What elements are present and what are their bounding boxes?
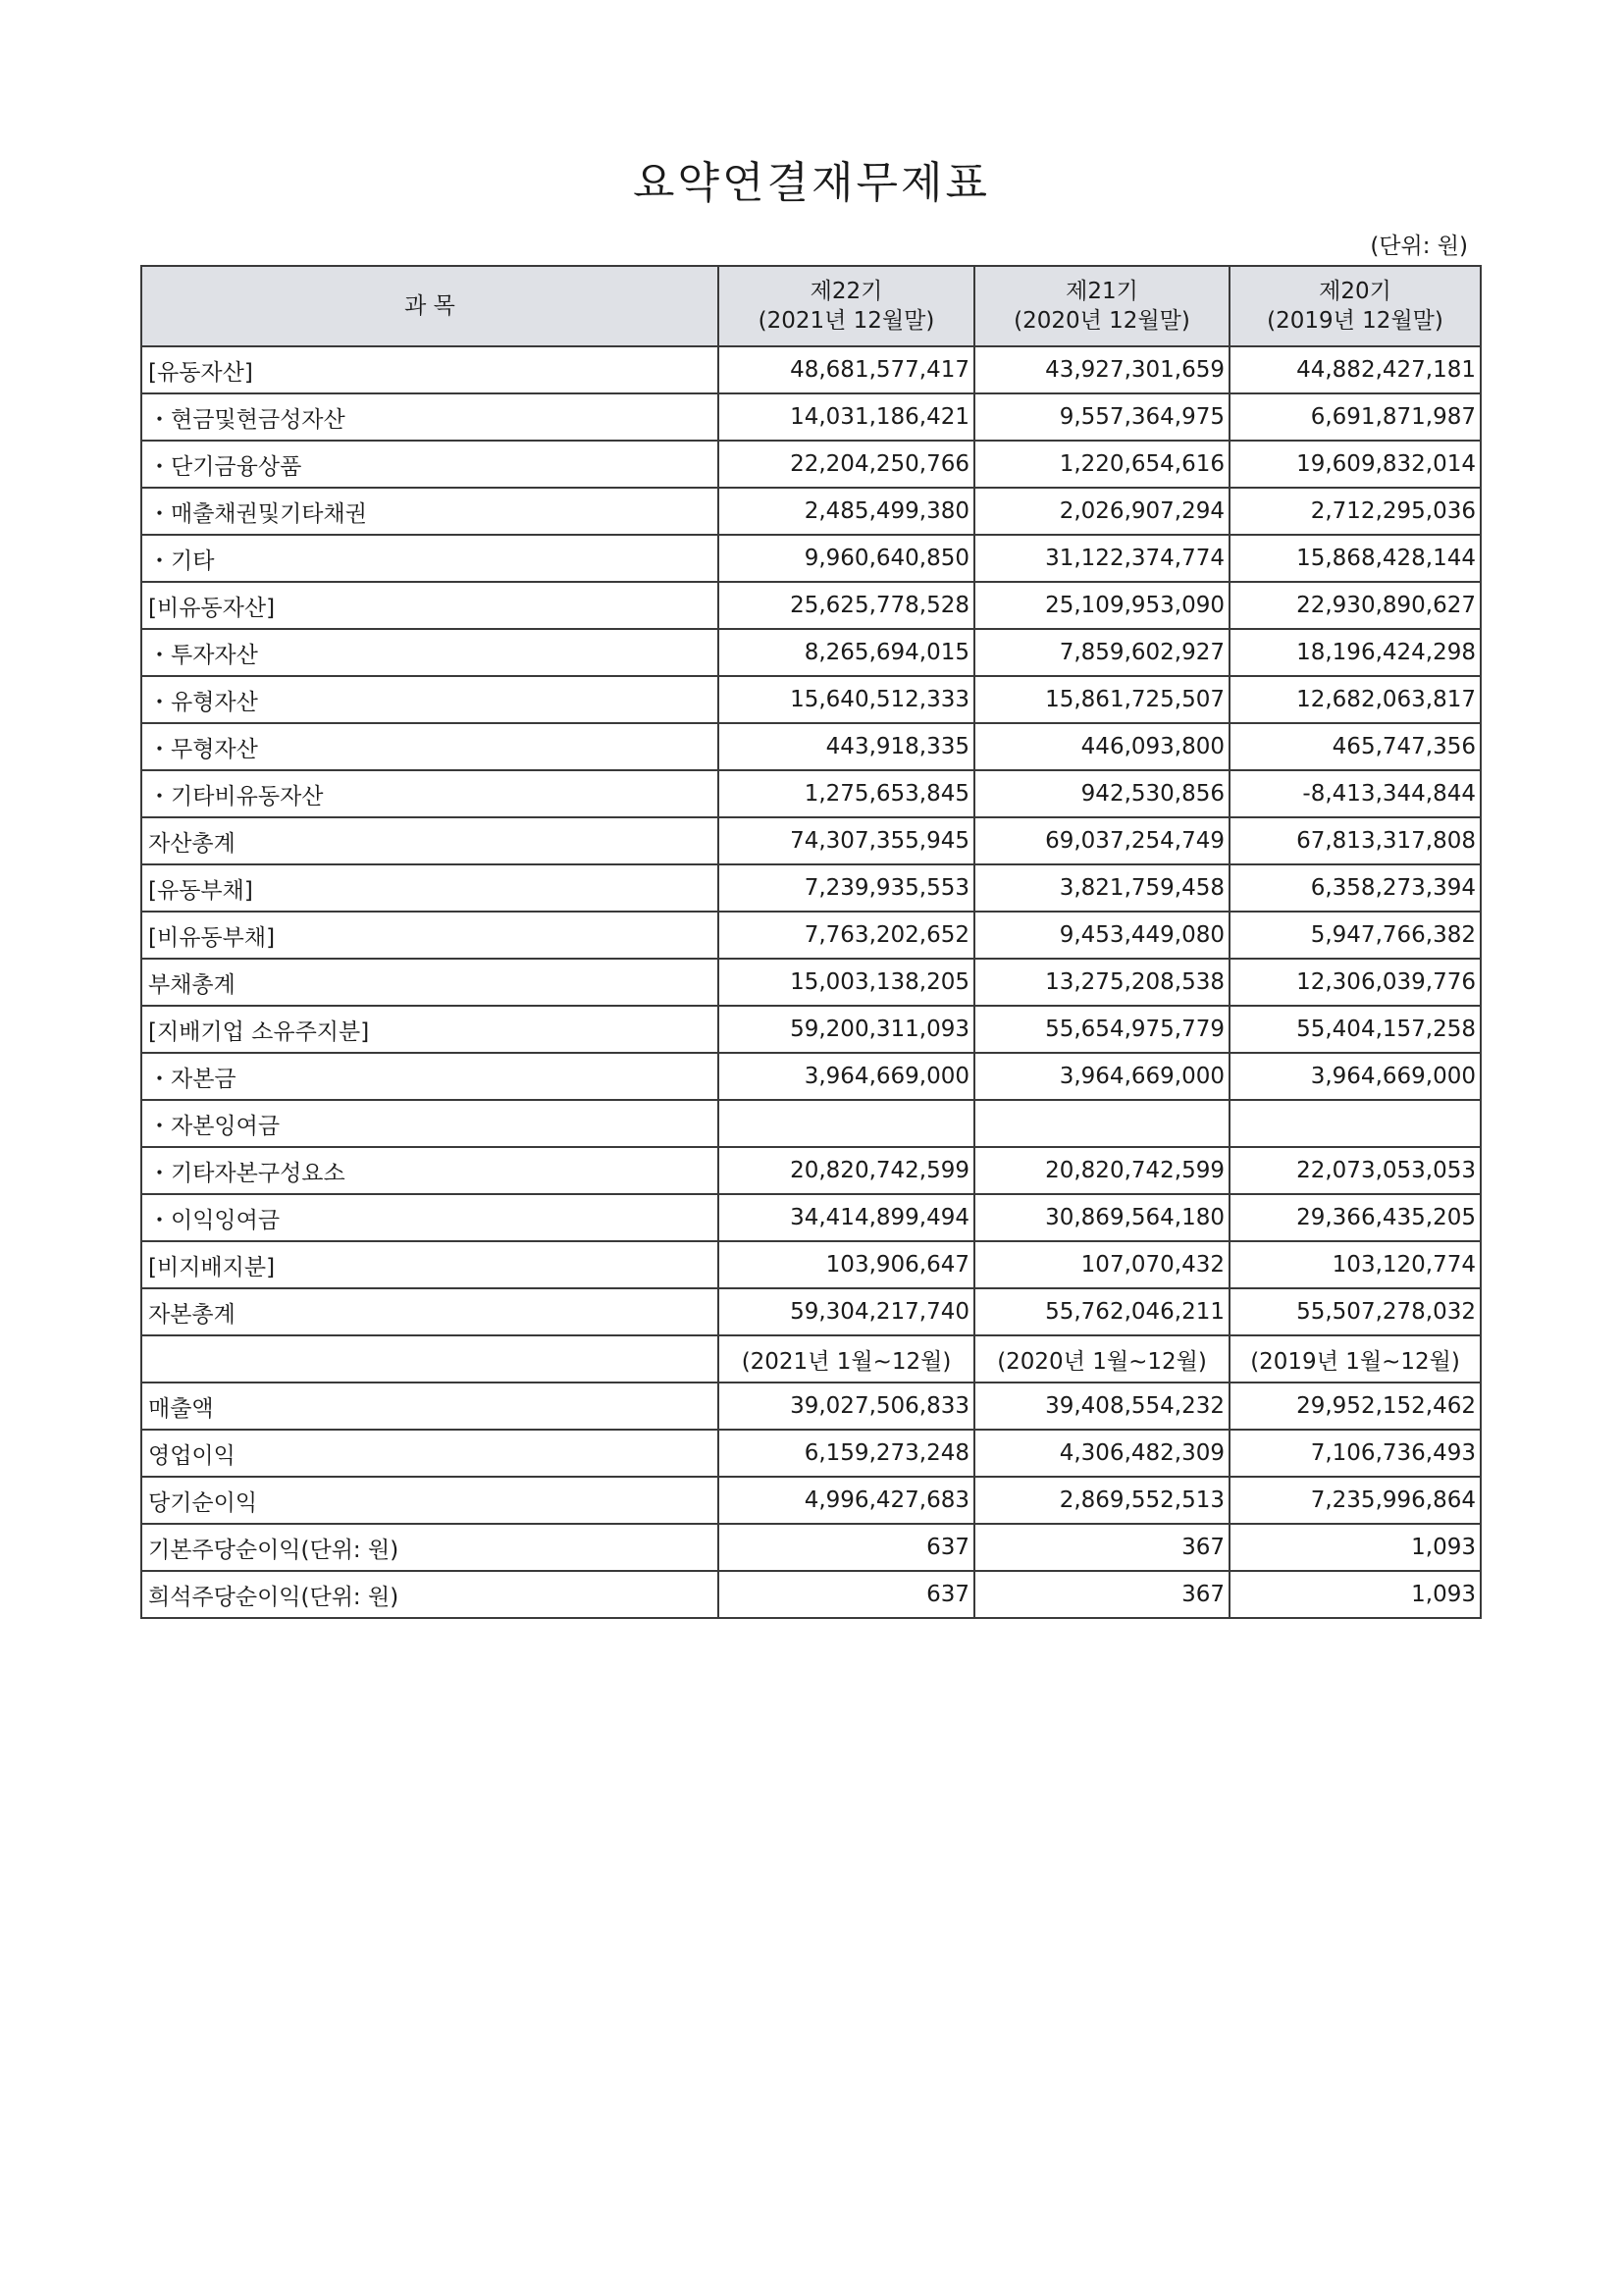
value-cell: 443,918,335 (718, 723, 974, 770)
value-cell: 19,609,832,014 (1230, 441, 1481, 488)
value-cell: 5,947,766,382 (1230, 912, 1481, 959)
table-row (141, 629, 1481, 676)
value-cell: 39,408,554,232 (974, 1383, 1230, 1430)
value-cell: 9,557,364,975 (974, 393, 1230, 441)
header-item: 과 목 (141, 266, 718, 346)
unit-label: (단위: 원) (1370, 234, 1468, 259)
value-cell: 29,952,152,462 (1230, 1383, 1481, 1430)
row-label: ・자본잉여금 (141, 1100, 718, 1147)
value-cell: 637 (718, 1571, 974, 1618)
row-label: 자산총계 (141, 817, 718, 864)
value-cell: 13,275,208,538 (974, 959, 1230, 1006)
period-cell: (2019년 1월~12월) (1230, 1335, 1481, 1383)
row-label: [유동자산] (141, 346, 718, 393)
table-row (141, 1006, 1481, 1053)
value-cell: 15,868,428,144 (1230, 535, 1481, 582)
value-cell: 34,414,899,494 (718, 1194, 974, 1241)
table-header-row (141, 266, 1481, 346)
row-label: 희석주당순이익(단위: 원) (141, 1571, 718, 1618)
table-row (141, 582, 1481, 629)
table-row (141, 959, 1481, 1006)
value-cell: -8,413,344,844 (1230, 770, 1481, 817)
value-cell: 103,906,647 (718, 1241, 974, 1288)
value-cell: 7,859,602,927 (974, 629, 1230, 676)
row-label: ・유형자산 (141, 676, 718, 723)
table-row (141, 1194, 1481, 1241)
value-cell: 8,265,694,015 (718, 629, 974, 676)
value-cell: 15,861,725,507 (974, 676, 1230, 723)
value-cell: 30,869,564,180 (974, 1194, 1230, 1241)
value-cell: 22,204,250,766 (718, 441, 974, 488)
row-label: 부채총계 (141, 959, 718, 1006)
value-cell: 6,691,871,987 (1230, 393, 1481, 441)
table-row (141, 1241, 1481, 1288)
value-cell (1230, 1100, 1481, 1147)
table-row (141, 1430, 1481, 1477)
header-date: (2020년 12월말) (1014, 308, 1190, 334)
value-cell: 44,882,427,181 (1230, 346, 1481, 393)
row-label: 당기순이익 (141, 1477, 718, 1524)
table-row (141, 1383, 1481, 1430)
value-cell: 69,037,254,749 (974, 817, 1230, 864)
table-row (141, 1100, 1481, 1147)
value-cell (974, 1100, 1230, 1147)
value-cell: 55,654,975,779 (974, 1006, 1230, 1053)
period-cell: (2021년 1월~12월) (718, 1335, 974, 1383)
value-cell: 3,964,669,000 (974, 1053, 1230, 1100)
table-row (141, 817, 1481, 864)
value-cell: 446,093,800 (974, 723, 1230, 770)
table-row (141, 864, 1481, 912)
header-col-fy21 (974, 266, 1230, 346)
value-cell: 637 (718, 1524, 974, 1571)
value-cell: 7,763,202,652 (718, 912, 974, 959)
value-cell: 942,530,856 (974, 770, 1230, 817)
row-label: [비유동부채] (141, 912, 718, 959)
value-cell: 4,996,427,683 (718, 1477, 974, 1524)
header-col-fy20 (1230, 266, 1481, 346)
row-label: ・현금및현금성자산 (141, 393, 718, 441)
table-row (141, 346, 1481, 393)
row-label: 영업이익 (141, 1430, 718, 1477)
value-cell: 59,200,311,093 (718, 1006, 974, 1053)
table-body (141, 346, 1481, 1618)
table-row (141, 1335, 1481, 1383)
value-cell: 39,027,506,833 (718, 1383, 974, 1430)
value-cell: 465,747,356 (1230, 723, 1481, 770)
value-cell: 103,120,774 (1230, 1241, 1481, 1288)
value-cell: 3,964,669,000 (1230, 1053, 1481, 1100)
row-label (141, 1335, 718, 1383)
value-cell: 1,093 (1230, 1524, 1481, 1571)
value-cell: 22,073,053,053 (1230, 1147, 1481, 1194)
value-cell: 15,003,138,205 (718, 959, 974, 1006)
row-label: ・투자자산 (141, 629, 718, 676)
value-cell: 31,122,374,774 (974, 535, 1230, 582)
row-label: 기본주당순이익(단위: 원) (141, 1524, 718, 1571)
row-label: ・무형자산 (141, 723, 718, 770)
header-date: (2019년 12월말) (1267, 308, 1443, 334)
table-row (141, 535, 1481, 582)
row-label: 자본총계 (141, 1288, 718, 1335)
financial-summary-table (140, 265, 1482, 1619)
value-cell: 55,404,157,258 (1230, 1006, 1481, 1053)
value-cell: 20,820,742,599 (974, 1147, 1230, 1194)
value-cell: 18,196,424,298 (1230, 629, 1481, 676)
header-period: 제22기 (810, 279, 883, 304)
table-row (141, 1524, 1481, 1571)
value-cell: 14,031,186,421 (718, 393, 974, 441)
value-cell (718, 1100, 974, 1147)
table-row (141, 488, 1481, 535)
value-cell: 4,306,482,309 (974, 1430, 1230, 1477)
row-label: ・이익잉여금 (141, 1194, 718, 1241)
table-row (141, 1147, 1481, 1194)
period-cell: (2020년 1월~12월) (974, 1335, 1230, 1383)
value-cell: 25,109,953,090 (974, 582, 1230, 629)
value-cell: 367 (974, 1571, 1230, 1618)
table-row (141, 1288, 1481, 1335)
value-cell: 29,366,435,205 (1230, 1194, 1481, 1241)
table-row (141, 1571, 1481, 1618)
value-cell: 9,960,640,850 (718, 535, 974, 582)
value-cell: 22,930,890,627 (1230, 582, 1481, 629)
value-cell: 2,712,295,036 (1230, 488, 1481, 535)
header-date: (2021년 12월말) (758, 308, 935, 334)
table-row (141, 1053, 1481, 1100)
row-label: ・자본금 (141, 1053, 718, 1100)
table-row (141, 912, 1481, 959)
value-cell: 3,964,669,000 (718, 1053, 974, 1100)
table-row (141, 676, 1481, 723)
value-cell: 55,762,046,211 (974, 1288, 1230, 1335)
value-cell: 74,307,355,945 (718, 817, 974, 864)
header-period: 제20기 (1319, 279, 1391, 304)
value-cell: 59,304,217,740 (718, 1288, 974, 1335)
value-cell: 1,275,653,845 (718, 770, 974, 817)
row-label: [비지배지분] (141, 1241, 718, 1288)
page-title: 요약연결재무제표 (632, 158, 991, 208)
value-cell: 7,239,935,553 (718, 864, 974, 912)
value-cell: 67,813,317,808 (1230, 817, 1481, 864)
table-row (141, 393, 1481, 441)
value-cell: 12,306,039,776 (1230, 959, 1481, 1006)
value-cell: 9,453,449,080 (974, 912, 1230, 959)
value-cell: 6,159,273,248 (718, 1430, 974, 1477)
value-cell: 6,358,273,394 (1230, 864, 1481, 912)
row-label: ・매출채권및기타채권 (141, 488, 718, 535)
row-label: ・단기금융상품 (141, 441, 718, 488)
table-row (141, 1477, 1481, 1524)
value-cell: 55,507,278,032 (1230, 1288, 1481, 1335)
value-cell: 1,093 (1230, 1571, 1481, 1618)
value-cell: 2,026,907,294 (974, 488, 1230, 535)
value-cell: 7,106,736,493 (1230, 1430, 1481, 1477)
header-col-fy22 (718, 266, 974, 346)
value-cell: 48,681,577,417 (718, 346, 974, 393)
header-period: 제21기 (1066, 279, 1138, 304)
row-label: ・기타 (141, 535, 718, 582)
value-cell: 25,625,778,528 (718, 582, 974, 629)
value-cell: 1,220,654,616 (974, 441, 1230, 488)
row-label: ・기타자본구성요소 (141, 1147, 718, 1194)
row-label: ・기타비유동자산 (141, 770, 718, 817)
table-row (141, 770, 1481, 817)
value-cell: 7,235,996,864 (1230, 1477, 1481, 1524)
row-label: [비유동자산] (141, 582, 718, 629)
row-label: 매출액 (141, 1383, 718, 1430)
value-cell: 12,682,063,817 (1230, 676, 1481, 723)
value-cell: 107,070,432 (974, 1241, 1230, 1288)
value-cell: 3,821,759,458 (974, 864, 1230, 912)
row-label: [지배기업 소유주지분] (141, 1006, 718, 1053)
row-label: [유동부채] (141, 864, 718, 912)
value-cell: 15,640,512,333 (718, 676, 974, 723)
value-cell: 2,485,499,380 (718, 488, 974, 535)
value-cell: 20,820,742,599 (718, 1147, 974, 1194)
table-row (141, 441, 1481, 488)
value-cell: 2,869,552,513 (974, 1477, 1230, 1524)
value-cell: 43,927,301,659 (974, 346, 1230, 393)
table-row (141, 723, 1481, 770)
value-cell: 367 (974, 1524, 1230, 1571)
